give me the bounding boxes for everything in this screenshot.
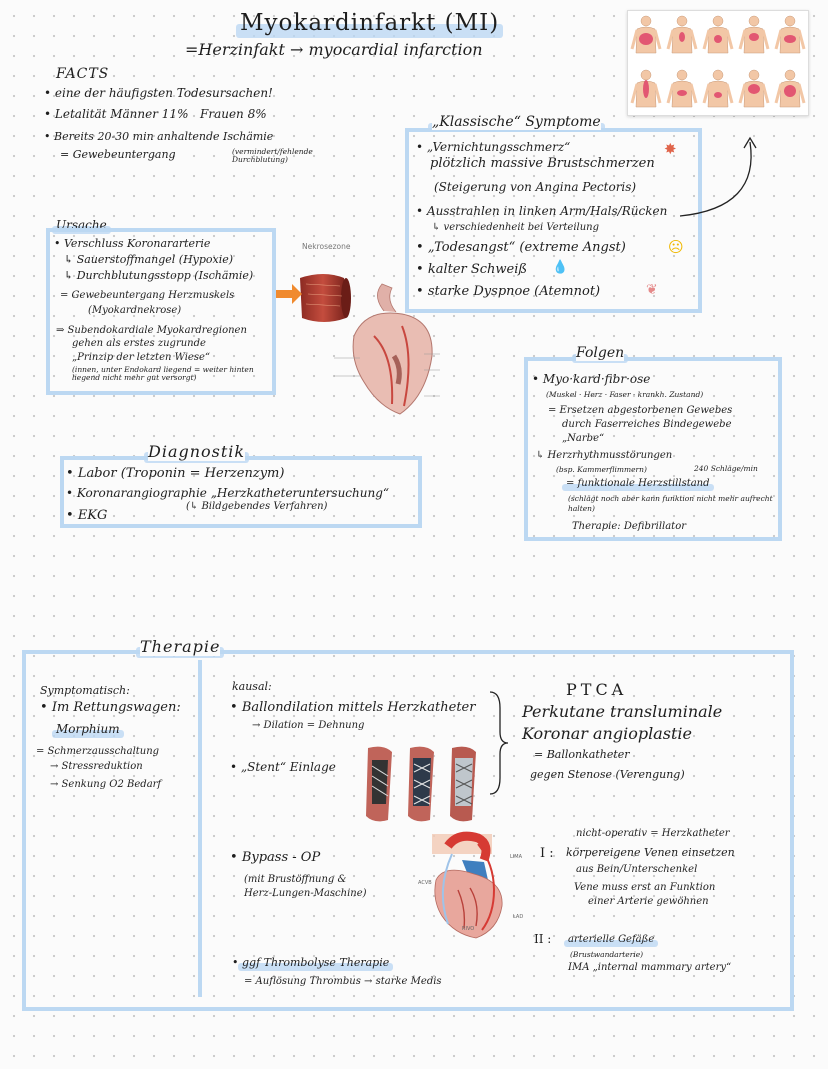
facts-heading: FACTS <box>56 66 110 82</box>
therapie-divider <box>198 660 202 997</box>
facts-line-2a: • Letalität Männer 11% <box>44 107 188 121</box>
symptome-line-3: (Steigerung von Angina Pectoris) <box>434 180 637 194</box>
bypass-note-6: (Brustwandarterie) <box>570 950 644 959</box>
diagnostik-line-2b: (↳ Bildgebendes Verfahren) <box>186 501 328 512</box>
bypass-note-3: Vene muss erst an Funktion <box>574 882 716 893</box>
symptomatisch-heading: Symptomatisch: <box>40 684 130 697</box>
bypass-label-lima: LIMA <box>510 854 522 860</box>
necrosis-label: Nekrosezone <box>302 242 351 251</box>
symptome-heading: „Klassische“ Symptome <box>432 114 601 130</box>
folgen-line-8: = funktionale Herzstillstand <box>566 478 710 489</box>
ursache-line-5: (Myokardnekrose) <box>88 305 182 316</box>
bypass-label-rivo: RIVO <box>462 926 475 932</box>
page-subtitle: =Herzinfakt → myocardial infarction <box>185 40 483 59</box>
ptca-title: PTCA <box>566 680 628 699</box>
ursache-line-1: • Verschluss Koronararterie <box>54 237 210 250</box>
bypass-line: • Bypass - OP <box>230 850 320 865</box>
ballon-sub: → Dilation = Dehnung <box>252 720 365 731</box>
bypass-note-1: körpereigene Venen einsetzen <box>566 846 735 859</box>
diagnostik-heading: Diagnostik <box>148 442 246 461</box>
bypass-note-2: aus Bein/Unterschenkel <box>576 864 698 875</box>
ursache-heading: Ursache <box>56 218 107 232</box>
ursache-line-8: „Prinzip der letzten Wiese“ <box>72 352 210 363</box>
ursache-line-9: (innen, unter Endokard liegend = weiter hinten liegend nicht mehr gut versorgt) <box>72 365 254 382</box>
connector-arrow <box>620 128 770 238</box>
stent-line: • „Stent“ Einlage <box>230 760 336 774</box>
symptomatisch-line-4: → Stressreduktion <box>50 761 143 772</box>
bypass-label-lad: LAD <box>513 914 524 920</box>
ursache-line-2: ↳ Sauerstoffmangel (Hypoxie) <box>64 253 234 266</box>
bypass-note-0: nicht-operativ = Herzkatheter <box>576 828 730 839</box>
bypass-sub-1: (mit Brustöffnung & <box>244 874 347 885</box>
symptome-line-4: • Ausstrahlen in linken Arm/Hals/Rücken <box>416 204 667 218</box>
bypass-figure <box>418 830 528 942</box>
symptome-line-2: plötzlich massive Brustschmerzen <box>430 156 655 171</box>
lyse-sub: = Auflösung Thrombus → starke Medis <box>244 976 442 987</box>
folgen-heading: Folgen <box>576 345 625 361</box>
ballon-line: • Ballondilation mittels Herzkatheter <box>230 700 475 715</box>
bypass-note-4: einer Arterie gewöhnen <box>588 896 709 907</box>
facts-line-2b: Frauen 8% <box>200 107 267 121</box>
folgen-line-7: (bsp. Kammerflimmern) <box>556 465 647 474</box>
ptca-bracket <box>486 688 510 798</box>
symptomatisch-line-2: Morphium <box>56 722 120 736</box>
folgen-line-4: durch Faserreiches Bindegewebe <box>562 419 732 430</box>
lungs-icon: ❦ <box>646 282 658 298</box>
diagnostik-line-2: • Koronarangiographie „Herzkatheteruntersuchung“ <box>66 486 389 500</box>
pain-location-icons <box>628 11 810 117</box>
therapie-heading: Therapie <box>140 637 221 656</box>
folgen-rate: 240 Schläge/min <box>694 464 758 473</box>
facts-line-3: • Bereits 20-30 min anhaltende Ischämie <box>44 130 273 143</box>
diagnostik-line-1: • Labor (Troponin = Herzenzym) <box>66 466 284 481</box>
facts-line-4: = Gewebeuntergang <box>60 148 176 161</box>
symptome-line-6: • „Todesangst“ (extreme Angst) <box>416 240 626 255</box>
folgen-line-6: ↳ Herzrhythmusstörungen <box>536 450 673 461</box>
bypass-note-7: IMA „internal mammary artery“ <box>568 962 732 973</box>
ptca-line-2: Koronar angioplastie <box>522 724 692 743</box>
folgen-line-3: = Ersetzen abgestorbenen Gewebes <box>548 405 733 416</box>
stent-illustrations <box>362 742 482 826</box>
facts-note: (vermindert/fehlende Durchblutung) <box>232 147 313 164</box>
ursache-line-7: gehen als erstes zugrunde <box>72 338 206 349</box>
ptca-line-1: Perkutane transluminale <box>522 702 723 721</box>
bypass-label-acvb: ACVB <box>418 880 432 886</box>
sweat-drops-icon: 💧 <box>552 260 569 275</box>
folgen-line-1: • Myo·kard·fibr·ose <box>532 372 650 386</box>
symptomatisch-line-3: = Schmerzausschaltung <box>36 746 160 757</box>
ursache-line-6: ⇒ Subendokardiale Myokardregionen <box>56 325 247 336</box>
bypass-note-ii-mark: II : <box>534 932 552 946</box>
scared-face-icon: ☹ <box>668 238 684 256</box>
bypass-sub-2: Herz-Lungen-Maschine) <box>244 888 367 899</box>
folgen-line-10: Therapie: Defibrillator <box>572 521 686 532</box>
folgen-line-2: (Muskel · Herz · Faser · krankh. Zustand) <box>546 390 704 399</box>
ursache-line-3: ↳ Durchblutungsstopp (Ischämie) <box>64 269 254 282</box>
diagnostik-line-3: • EKG <box>66 508 107 523</box>
folgen-line-5: „Narbe“ <box>562 433 605 444</box>
folgen-line-9: (schlägt noch aber kann funktion nicht mehr aufrecht halten) <box>568 494 773 513</box>
symptome-line-5: ↳ verschiedenheit bei Verteilung <box>432 222 600 233</box>
symptome-line-1: • „Vernichtungsschmerz“ <box>416 140 570 154</box>
ptca-line-4: gegen Stenose (Verengung) <box>530 768 685 781</box>
symptome-line-8: • starke Dyspnoe (Atemnot) <box>416 284 600 299</box>
bypass-note-i-mark: I : <box>540 846 554 861</box>
burst-icon: ✸ <box>664 140 677 158</box>
symptomatisch-line-5: → Senkung O2 Bedarf <box>50 779 162 790</box>
bypass-note-5: arterielle Gefäße <box>568 934 655 945</box>
ursache-line-4: = Gewebeuntergang Herzmuskels <box>60 290 235 301</box>
lyse-line: • ggf Thrombolyse Therapie <box>232 956 389 969</box>
kausal-heading: kausal: <box>232 680 272 693</box>
symptome-line-7: • kalter Schweiß <box>416 262 527 277</box>
symptomatisch-line-1: • Im Rettungswagen: <box>40 700 181 715</box>
facts-line-1: • eine der häufigsten Todesursachen! <box>44 86 273 100</box>
pain-location-figure <box>627 10 809 116</box>
ptca-line-3: = Ballonkatheter <box>534 748 630 761</box>
page-title: Myokardinfarkt (MI) <box>240 10 500 36</box>
